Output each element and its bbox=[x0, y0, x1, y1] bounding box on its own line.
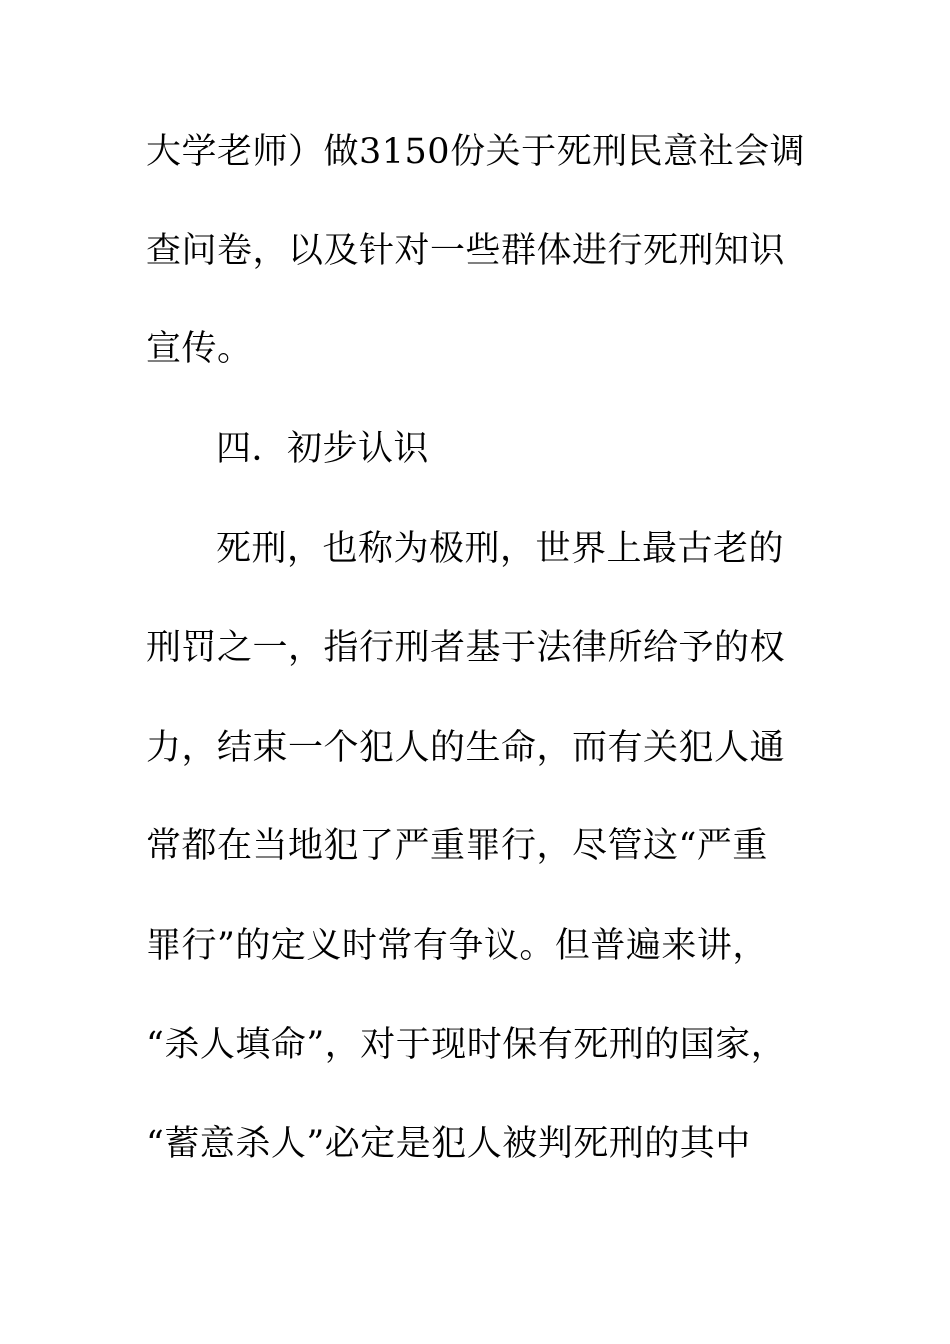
text-line: 查问卷，以及针对一些群体进行死刑知识 bbox=[146, 231, 786, 271]
text-line: 常都在当地犯了严重罪行，尽管这“严重 bbox=[146, 826, 768, 866]
section-heading: 四．初步认识 bbox=[216, 429, 430, 469]
text-line: “蓄意杀人”必定是犯人被判死刑的其中 bbox=[146, 1124, 751, 1164]
text-line: 大学老师）做3150份关于死刑民意社会调 bbox=[146, 132, 806, 172]
text-line: 刑罚之一，指行刑者基于法律所给予的权 bbox=[146, 628, 786, 668]
text-line: 死刑，也称为极刑，世界上最古老的 bbox=[216, 529, 785, 569]
text-line: 宣传。 bbox=[146, 329, 253, 369]
text-line: 力，结束一个犯人的生命，而有关犯人通 bbox=[146, 728, 786, 768]
text-line: “杀人填命”，对于现时保有死刑的国家， bbox=[146, 1025, 787, 1065]
text-line: 罪行”的定义时常有争议。但普遍来讲， bbox=[146, 926, 768, 966]
